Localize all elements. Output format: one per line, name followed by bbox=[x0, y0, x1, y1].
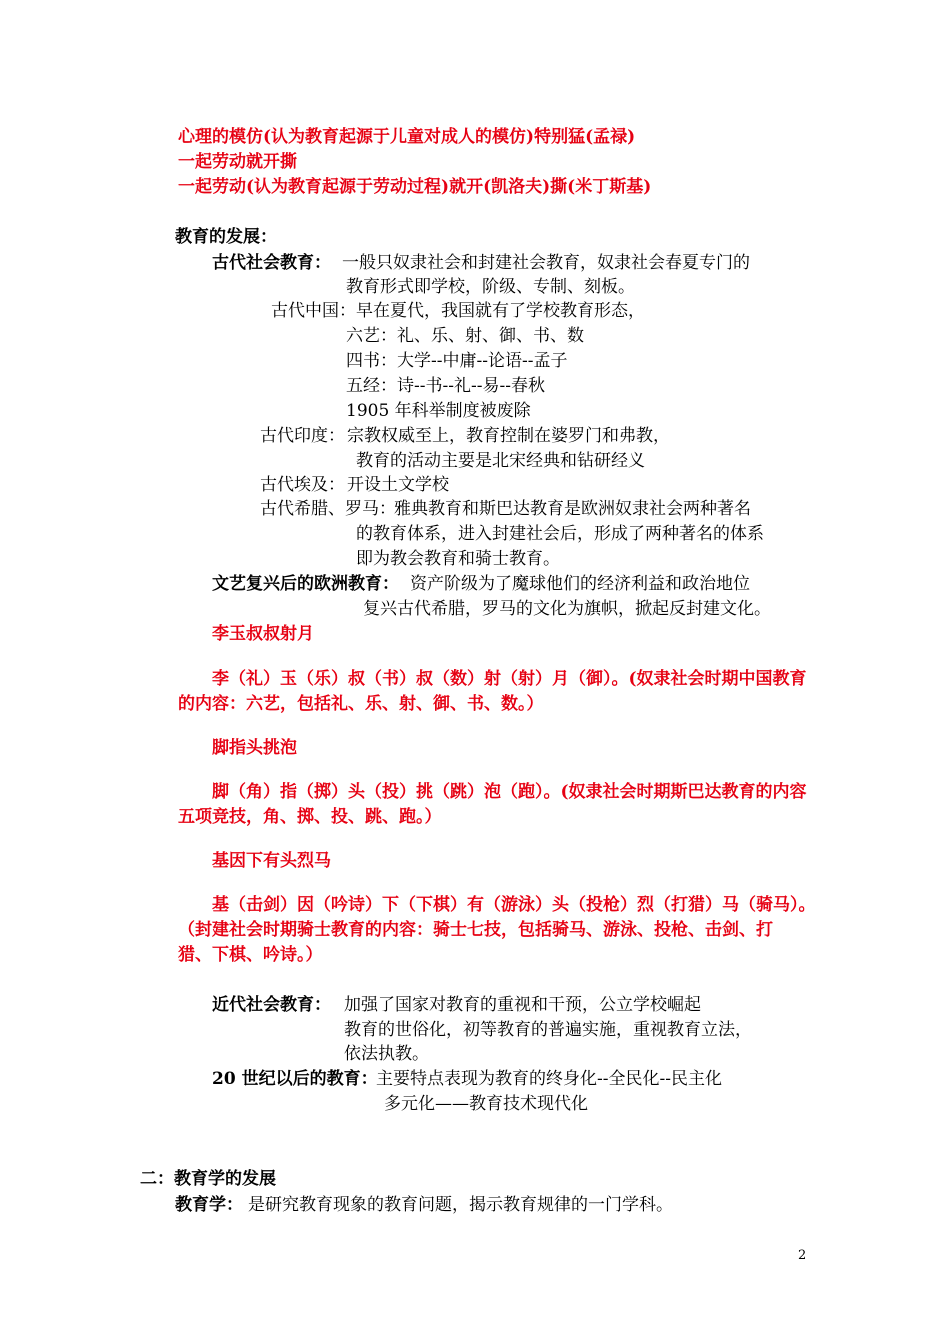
liuyi-line: 六艺：礼、乐、射、御、书、数 bbox=[346, 326, 584, 346]
mnemonic-knight-text-3: 猎、下棋、吟诗。） bbox=[178, 945, 323, 965]
mnemonic-sparta-text-2: 五项竞技，角、掷、投、跳、跑。） bbox=[178, 807, 442, 827]
india-text-1: 宗教权威至上，教育控制在婆罗门和弗教， bbox=[347, 426, 670, 446]
modern-text-3: 依法执教。 bbox=[344, 1044, 429, 1064]
wujing-line: 五经：诗--书--礼--易--春秋 bbox=[346, 376, 545, 396]
mnemonic-knight-text-2: （封建社会时期骑士教育的内容：骑士七技，包括骑马、游泳、投枪、击剑、打 bbox=[178, 920, 773, 940]
page-number: 2 bbox=[798, 1248, 807, 1263]
ancient-text-2: 教育形式即学校，阶级、专制、刻板。 bbox=[346, 277, 635, 297]
mnemonic-line-3: 一起劳动(认为教育起源于劳动过程)就开(凯洛夫)撕(米丁斯基) bbox=[178, 177, 652, 197]
section-heading-education-development: 教育的发展： bbox=[175, 227, 277, 247]
greece-text-3: 即为教会教育和骑士教育。 bbox=[356, 549, 560, 569]
sishu-line: 四书：大学--中庸--论语--孟子 bbox=[346, 351, 568, 371]
mnemonic-knight-title: 基因下有头烈马 bbox=[212, 851, 331, 871]
renaissance-text-1: 资产阶级为了魔球他们的经济利益和政治地位 bbox=[410, 574, 750, 594]
china-label: 古代中国： bbox=[271, 301, 356, 321]
greece-text-2: 的教育体系，进入封建社会后，形成了两种著名的体系 bbox=[356, 524, 764, 544]
mnemonic-line-2: 一起劳动就开撕 bbox=[178, 152, 297, 172]
greece-text-1: 雅典教育和斯巴达教育是欧洲奴隶社会两种著名 bbox=[394, 499, 751, 519]
keju-line: 1905 年科举制度被废除 bbox=[346, 401, 531, 421]
modern-text-1: 加强了国家对教育的重视和干预，公立学校崛起 bbox=[344, 995, 701, 1015]
pedagogy-text: 是研究教育现象的教育问题，揭示教育规律的一门学科。 bbox=[248, 1195, 673, 1215]
renaissance-label: 文艺复兴后的欧洲教育： bbox=[212, 574, 399, 594]
twentieth-text-2: 多元化——教育技术现代化 bbox=[384, 1094, 588, 1114]
egypt-text: 开设土文学校 bbox=[347, 475, 449, 495]
mnemonic-line-1: 心理的模仿(认为教育起源于儿童对成人的模仿)特别猛(孟禄) bbox=[178, 127, 636, 147]
twentieth-text-1: 主要特点表现为教育的终身化--全民化--民主化 bbox=[376, 1069, 722, 1089]
india-label: 古代印度： bbox=[260, 426, 345, 446]
twentieth-label: 20 世纪以后的教育： bbox=[212, 1069, 378, 1089]
renaissance-text-2: 复兴古代希腊，罗马的文化为旗帜，掀起反封建文化。 bbox=[363, 599, 771, 619]
egypt-label: 古代埃及： bbox=[260, 475, 345, 495]
mnemonic-sparta-title: 脚指头挑泡 bbox=[212, 738, 297, 758]
mnemonic-liyi-title: 李玉叔叔射月 bbox=[212, 624, 314, 644]
china-text: 早在夏代，我国就有了学校教育形态， bbox=[356, 301, 645, 321]
section-heading-pedagogy: 二：教育学的发展 bbox=[140, 1169, 276, 1189]
ancient-text-1: 一般只奴隶社会和封建社会教育，奴隶社会春夏专门的 bbox=[342, 253, 750, 273]
modern-label: 近代社会教育： bbox=[212, 995, 331, 1015]
mnemonic-sparta-text-1: 脚（角）指（掷）头（投）挑（跳）泡（跑）。(奴隶社会时期斯巴达教育的内容 bbox=[212, 782, 807, 802]
mnemonic-liyi-text-2: 的内容：六艺，包括礼、乐、射、御、书、数。） bbox=[178, 694, 544, 714]
modern-text-2: 教育的世俗化，初等教育的普遍实施，重视教育立法， bbox=[344, 1020, 752, 1040]
india-text-2: 教育的活动主要是北宋经典和钻研经义 bbox=[356, 451, 645, 471]
greece-label: 古代希腊、罗马： bbox=[260, 499, 396, 519]
mnemonic-knight-text-1: 基（击剑）因（吟诗）下（下棋）有（游泳）头（投枪）烈（打猎）马（骑马）。 bbox=[212, 895, 816, 915]
ancient-label: 古代社会教育： bbox=[212, 253, 331, 273]
mnemonic-liyi-text-1: 李（礼）玉（乐）叔（书）叔（数）射（射）月（御）。(奴隶社会时期中国教育 bbox=[212, 669, 807, 689]
pedagogy-label: 教育学： bbox=[175, 1195, 243, 1215]
